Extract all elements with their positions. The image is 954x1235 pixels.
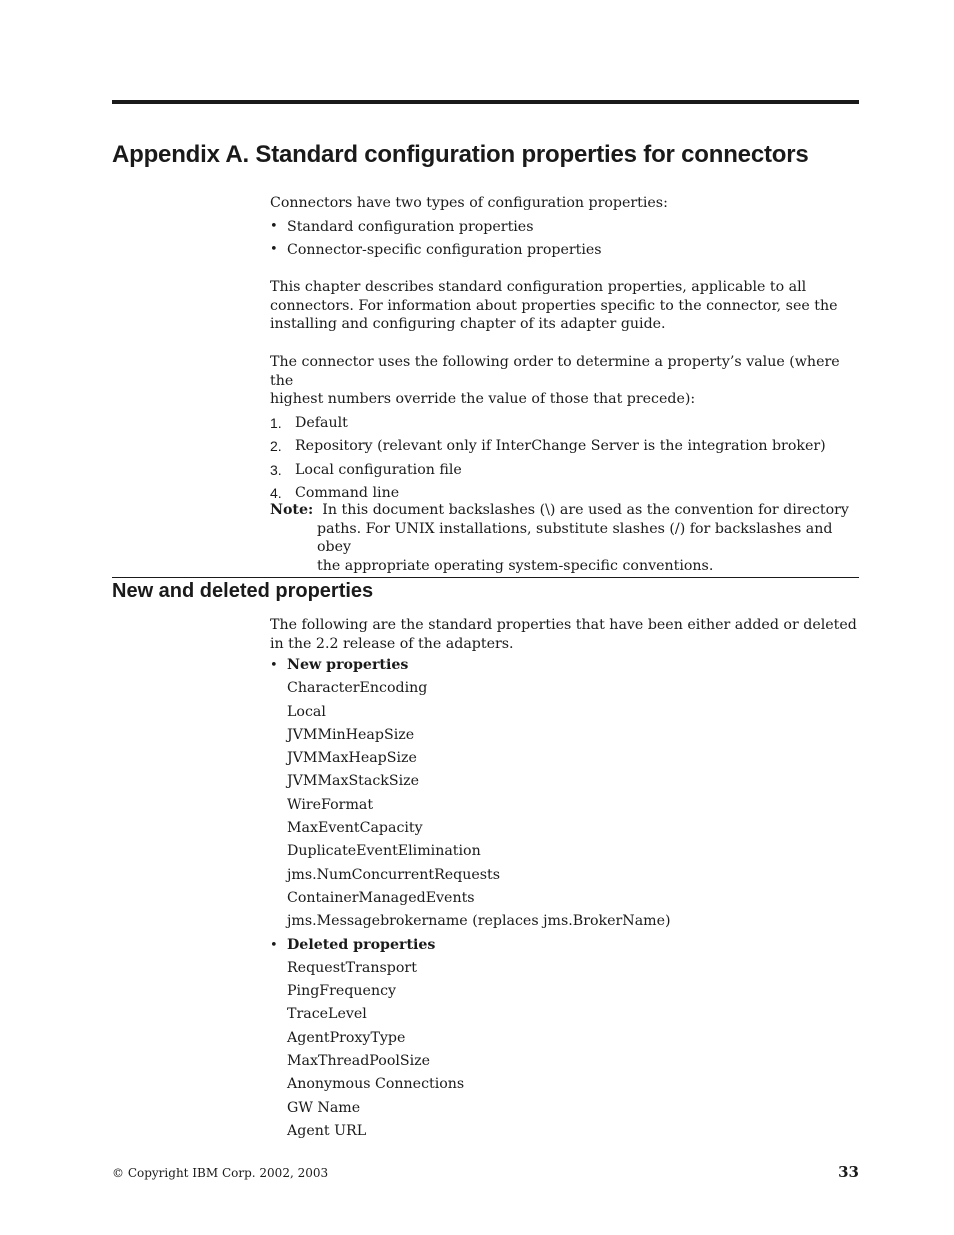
order-paragraph [270,353,860,503]
note-line: the appropriate operating system-specific conventions. [317,557,714,574]
type-item: • Connector-specific configuration properties [270,241,860,260]
para-line: connectors. For information about properties specific to the connector, see the [270,297,838,314]
order-text: Default [295,414,348,431]
order-item [270,437,860,456]
chapter-top-rule [112,100,859,104]
property-item: RequestTransport [287,959,417,976]
property-item: AgentProxyType [287,1029,406,1046]
section-intro-line: The following are the standard properties that have been either added or deleted [270,617,857,633]
para-line: This chapter describes standard configuration properties, applicable to all [270,279,807,295]
property-item: jms.Messagebrokername (replaces jms.BrokerName) [287,913,671,930]
property-item: ContainerManagedEvents [287,889,475,906]
intro-text: Connectors have two types of configuration properties: [270,195,668,211]
order-item [270,484,860,503]
order-item [270,461,860,480]
note-line: paths. For UNIX installations, substitute slashes (/) for backslashes and obey [317,520,833,555]
note-text: In this document backslashes (\) are used as the convention for directory [322,502,849,518]
order-number: 2. [270,438,282,454]
para-line: highest numbers override the value of those that precede): [270,391,696,407]
property-item: GW Name [287,1099,361,1116]
order-number: 1. [270,414,282,431]
property-item: Agent URL [287,1122,367,1139]
property-item: WireFormat [287,796,374,813]
order-text: Command line [295,485,400,501]
section-rule [112,577,859,578]
order-text: Local configuration file [295,461,462,478]
section-title: New and deleted properties [112,580,374,602]
property-item: JVMMaxStackSize [287,773,419,790]
property-item: JVMMaxHeapSize [287,750,417,767]
intro-block [270,194,860,260]
property-item: jms.NumConcurrentRequests [287,866,501,883]
property-item: Anonymous Connections [287,1076,465,1093]
note-label: Note: [270,502,314,518]
chapter-title: Appendix A. Standard configuration properties for connectors [112,141,809,168]
property-item: MaxThreadPoolSize [287,1053,431,1070]
property-item: DuplicateEventElimination [287,843,481,860]
order-number: 3. [270,461,282,478]
new-properties-heading: • New properties [270,654,860,677]
property-item: CharacterEncoding [287,680,428,697]
note-block [270,501,860,575]
order-text: Repository (relevant only if InterChange Server is the integration broker) [295,438,826,454]
deleted-properties-heading: • Deleted properties [270,934,860,957]
para-line: installing and configuring chapter of its adapter guide. [270,316,666,332]
section-intro-line: in the 2.2 release of the adapters. [270,635,514,652]
deleted-properties-list [270,957,860,1143]
order-number: 4. [270,485,282,501]
new-properties-list [270,677,860,933]
para-line: The connector uses the following order to determine a property’s value (where the [270,354,840,389]
property-item: JVMMinHeapSize [287,726,415,743]
property-item: Local [287,703,326,720]
description-paragraph [270,278,860,334]
property-item: MaxEventCapacity [287,820,423,837]
property-item: TraceLevel [287,1006,367,1023]
type-item: • Standard configuration properties [270,218,860,237]
footer-copyright: © Copyright IBM Corp. 2002, 2003 [112,1166,329,1180]
note-line [270,501,860,520]
property-item: PingFrequency [287,983,397,1000]
order-item [270,414,860,433]
properties-block [270,616,860,1143]
page-number: 33 [838,1163,859,1181]
